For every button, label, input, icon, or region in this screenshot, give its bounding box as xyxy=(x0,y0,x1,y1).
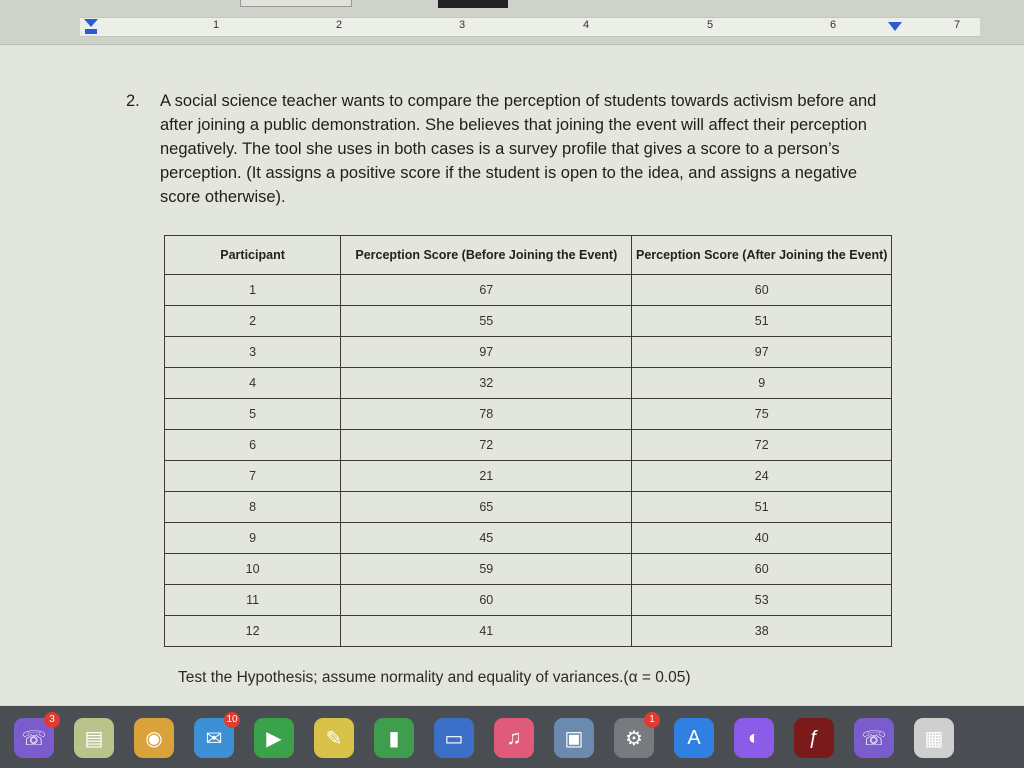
table-row xyxy=(165,523,892,554)
messages-app-icon[interactable] xyxy=(194,714,238,758)
instruction-text: Test the Hypothesis; assume normality and equality of variances.(α = 0.05) xyxy=(178,669,691,686)
dock-glyph: ✎ xyxy=(325,727,343,750)
cell-after-score: 60 xyxy=(632,275,892,306)
app-store-icon[interactable] xyxy=(674,718,714,758)
viber-app-icon[interactable] xyxy=(14,714,55,758)
dock-glyph: ▦ xyxy=(924,727,944,750)
dock-glyph: ✉ xyxy=(205,727,223,750)
notification-badge: 3 xyxy=(44,712,60,728)
table-row xyxy=(165,368,892,399)
cell-before-score: 60 xyxy=(341,585,632,616)
cell-participant: 5 xyxy=(165,399,341,430)
ruler-number: 2 xyxy=(336,19,343,31)
dock-glyph: ◉ xyxy=(145,727,163,750)
table-row xyxy=(165,399,892,430)
dock-glyph: ▣ xyxy=(564,727,584,750)
cell-after-score: 60 xyxy=(632,554,892,585)
table-row xyxy=(165,337,892,368)
cell-before-score: 32 xyxy=(341,368,632,399)
cell-participant: 6 xyxy=(165,430,341,461)
dock-glyph: ▭ xyxy=(444,727,464,750)
cell-before-score: 45 xyxy=(341,523,632,554)
numbers-app-icon[interactable] xyxy=(374,718,414,758)
document-app-icon[interactable] xyxy=(914,718,954,758)
dock xyxy=(0,706,1024,768)
table-body xyxy=(165,275,892,647)
notification-badge: 10 xyxy=(224,712,240,728)
cell-participant: 7 xyxy=(165,461,341,492)
table-row xyxy=(165,616,892,647)
music-app-icon[interactable] xyxy=(494,718,534,758)
dock-glyph: ▶ xyxy=(266,727,282,750)
cell-participant: 1 xyxy=(165,275,341,306)
header-before: Perception Score (Before Joining the Event) xyxy=(341,236,632,275)
table-row xyxy=(165,585,892,616)
dock-glyph: ♫ xyxy=(506,726,522,749)
table-row xyxy=(165,275,892,306)
cell-before-score: 21 xyxy=(341,461,632,492)
notification-badge: 1 xyxy=(644,712,660,728)
notes-app-icon[interactable] xyxy=(74,718,114,758)
cell-after-score: 9 xyxy=(632,368,892,399)
ruler-top-marker xyxy=(438,0,508,8)
preview-app-icon[interactable] xyxy=(554,718,594,758)
table-row xyxy=(165,430,892,461)
cell-before-score: 41 xyxy=(341,616,632,647)
dock-glyph: ☏ xyxy=(861,727,887,750)
ruler-number: 6 xyxy=(830,19,837,31)
ruler xyxy=(0,0,1024,45)
right-indent-marker[interactable] xyxy=(888,22,902,31)
cell-after-score: 53 xyxy=(632,585,892,616)
dock-glyph: ☏ xyxy=(21,727,47,750)
ruler-number: 3 xyxy=(459,19,466,31)
ruler-number: 4 xyxy=(583,19,590,31)
cell-participant: 11 xyxy=(165,585,341,616)
table-header-row xyxy=(165,236,892,275)
cell-before-score: 59 xyxy=(341,554,632,585)
facetime-app-icon[interactable] xyxy=(254,718,294,758)
cell-before-score: 78 xyxy=(341,399,632,430)
dock-glyph: A xyxy=(687,726,701,749)
cell-after-score: 51 xyxy=(632,306,892,337)
cell-after-score: 51 xyxy=(632,492,892,523)
ruler-strip[interactable] xyxy=(80,17,980,37)
dock-glyph: ◐ xyxy=(747,726,761,749)
table-row xyxy=(165,492,892,523)
cell-before-score: 72 xyxy=(341,430,632,461)
ruler-top-edge xyxy=(240,0,352,7)
chrome-app-icon[interactable] xyxy=(134,718,174,758)
ruler-number: 1 xyxy=(213,19,220,31)
cell-before-score: 97 xyxy=(341,337,632,368)
table-row xyxy=(165,461,892,492)
ruler-number: 5 xyxy=(707,19,714,31)
dock-glyph: ▮ xyxy=(388,727,400,750)
cell-before-score: 67 xyxy=(341,275,632,306)
flash-app-icon[interactable] xyxy=(794,718,834,758)
cell-before-score: 55 xyxy=(341,306,632,337)
question-number: 2. xyxy=(126,92,140,110)
score-table xyxy=(164,235,892,647)
viber-secondary-icon[interactable] xyxy=(854,718,894,758)
cell-participant: 4 xyxy=(165,368,341,399)
question-text: A social science teacher wants to compare the perception of students towards activism before and after joining a public demonstration. She believes that joining the event will affect their perception negatively. The tool she uses in both cases is a survey profile that gives a score to a person’s perception. (It assigns a positive score if the student is open to the idea, and assigns a negative score otherwise). xyxy=(160,92,877,206)
cell-after-score: 72 xyxy=(632,430,892,461)
table-row xyxy=(165,306,892,337)
cell-participant: 10 xyxy=(165,554,341,585)
stickies-app-icon[interactable] xyxy=(314,718,354,758)
header-participant: Participant xyxy=(165,236,341,275)
dock-glyph: ▤ xyxy=(84,727,104,750)
header-after: Perception Score (After Joining the Event) xyxy=(632,236,892,275)
cell-after-score: 40 xyxy=(632,523,892,554)
table-row xyxy=(165,554,892,585)
cell-participant: 8 xyxy=(165,492,341,523)
cell-participant: 3 xyxy=(165,337,341,368)
first-line-indent-marker[interactable] xyxy=(84,19,98,27)
messenger-app-icon[interactable] xyxy=(734,718,774,758)
left-indent-marker[interactable] xyxy=(85,29,97,34)
cell-after-score: 24 xyxy=(632,461,892,492)
dock-glyph: ƒ xyxy=(808,726,820,749)
ruler-number: 7 xyxy=(954,19,961,31)
dock-glyph: ⚙ xyxy=(625,727,643,750)
keynote-app-icon[interactable] xyxy=(434,718,474,758)
cell-before-score: 65 xyxy=(341,492,632,523)
cell-after-score: 97 xyxy=(632,337,892,368)
system-preferences-icon[interactable] xyxy=(614,714,655,758)
cell-participant: 12 xyxy=(165,616,341,647)
cell-after-score: 75 xyxy=(632,399,892,430)
document-page[interactable] xyxy=(0,45,1024,705)
cell-participant: 2 xyxy=(165,306,341,337)
cell-participant: 9 xyxy=(165,523,341,554)
cell-after-score: 38 xyxy=(632,616,892,647)
